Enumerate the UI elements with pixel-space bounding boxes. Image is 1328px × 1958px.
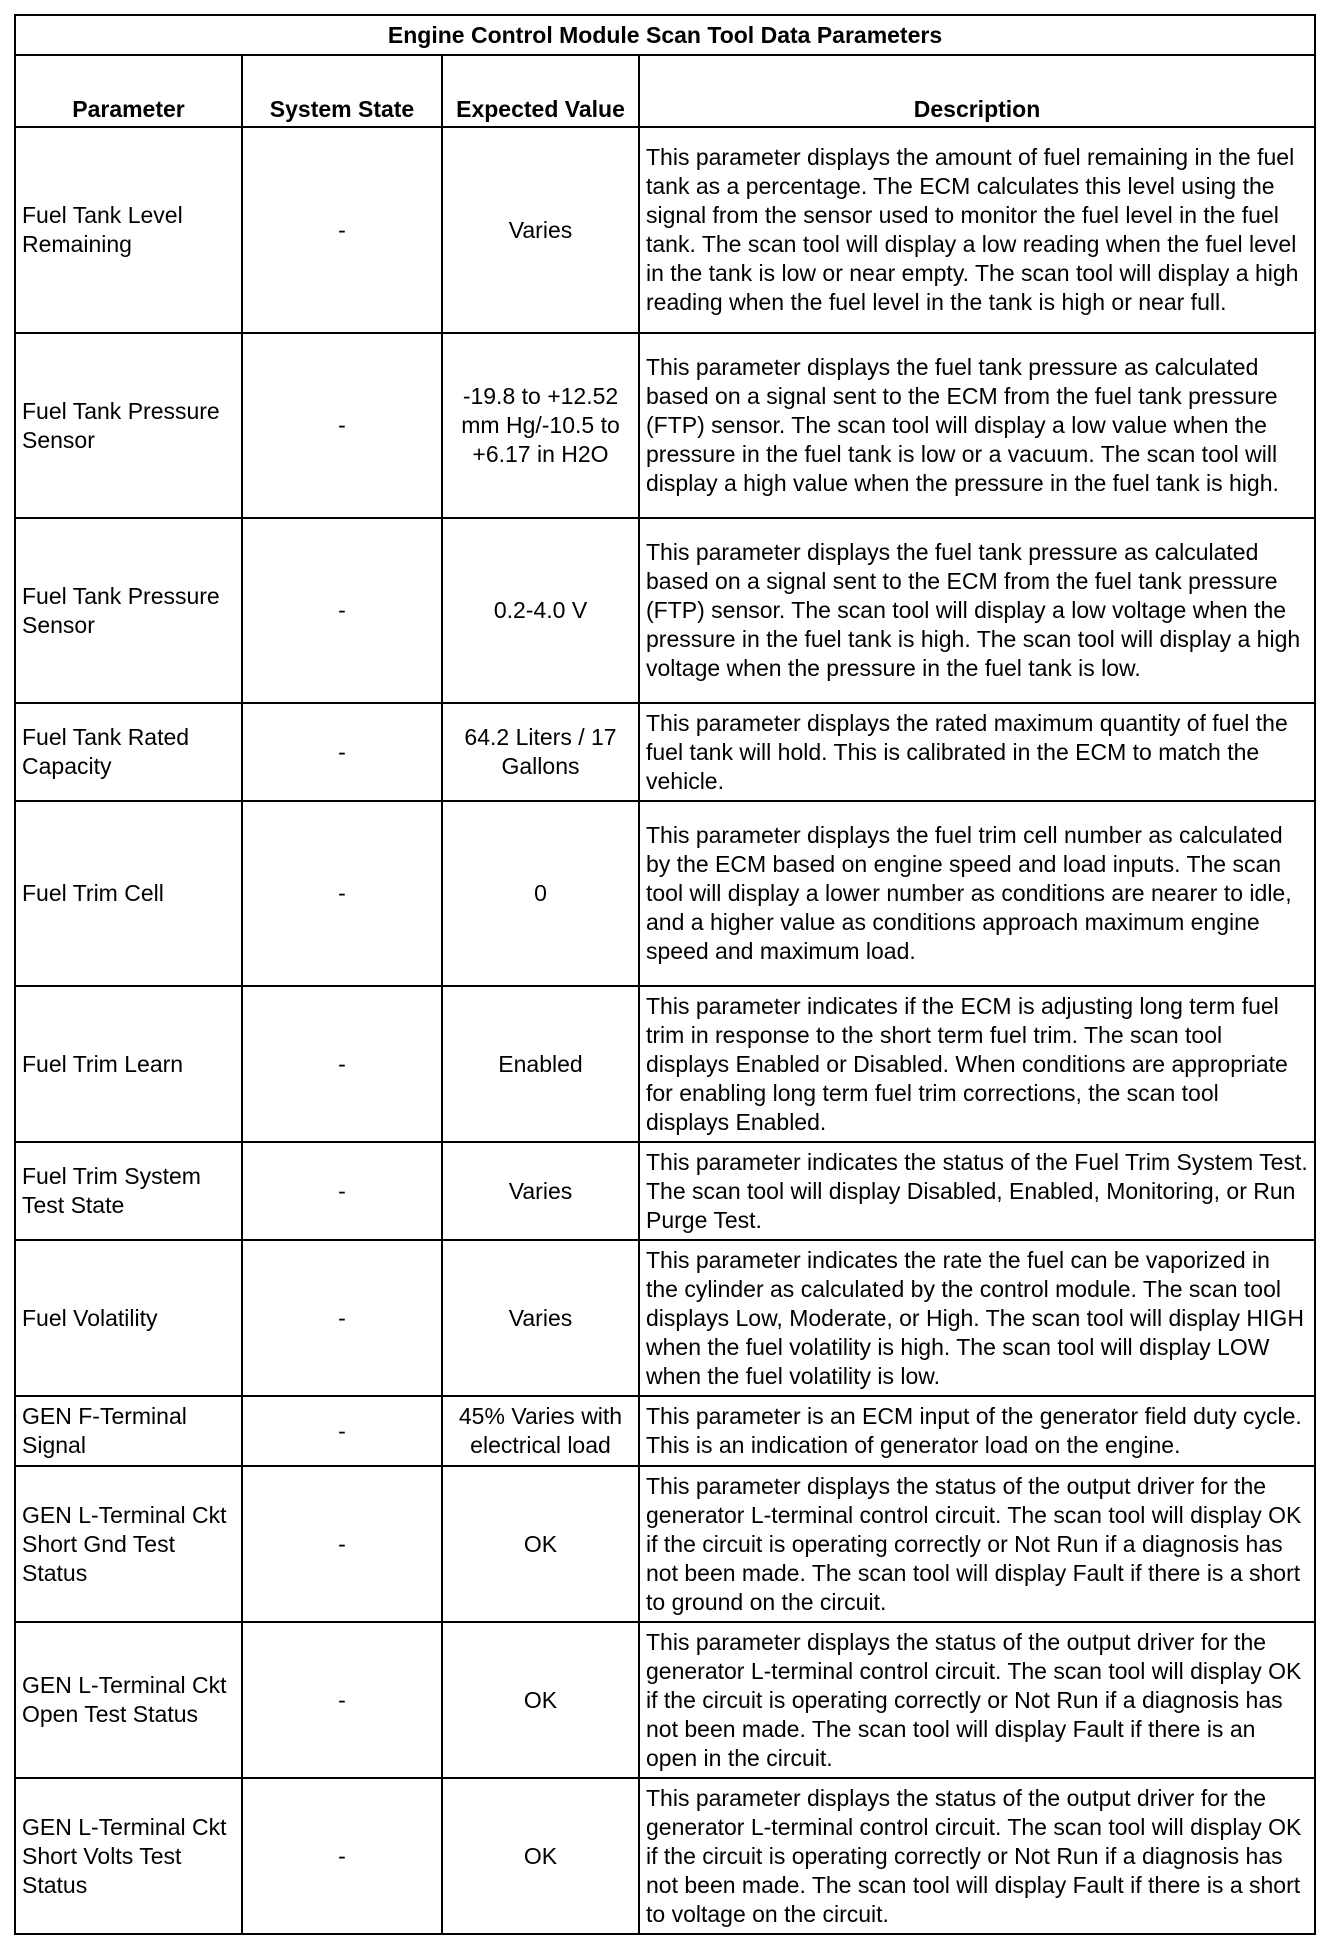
expected-value-cell: OK <box>442 1466 639 1622</box>
expected-value-cell: 45% Varies with electrical load <box>442 1396 639 1466</box>
expected-value-cell: 64.2 Liters / 17 Gallons <box>442 703 639 801</box>
parameter-cell: GEN L-Terminal Ckt Open Test Status <box>15 1622 242 1778</box>
description-cell: This parameter displays the fuel tank pressure as calculated based on a signal sent to the ECM from the fuel tank pressure (FTP) sensor. The scan tool will display a low voltage when the pressure in the fuel tank is high. The scan tool will display a high voltage when the pressure in the fuel tank is low. <box>639 518 1315 703</box>
parameter-cell: Fuel Trim System Test State <box>15 1142 242 1240</box>
system-state-cell: - <box>242 703 442 801</box>
expected-value-cell: Enabled <box>442 986 639 1142</box>
parameter-cell: GEN L-Terminal Ckt Short Volts Test Status <box>15 1778 242 1934</box>
table-row <box>15 1240 1315 1396</box>
table-row <box>15 1142 1315 1240</box>
expected-value-cell: OK <box>442 1622 639 1778</box>
system-state-cell: - <box>242 1622 442 1778</box>
system-state-cell: - <box>242 333 442 518</box>
table-row <box>15 703 1315 801</box>
expected-value-cell: OK <box>442 1778 639 1934</box>
system-state-cell: - <box>242 1778 442 1934</box>
table-row <box>15 986 1315 1142</box>
system-state-cell: - <box>242 1466 442 1622</box>
description-cell: This parameter displays the fuel tank pressure as calculated based on a signal sent to the ECM from the fuel tank pressure (FTP) sensor. The scan tool will display a low value when the pressure in the fuel tank is low or a vacuum. The scan tool will display a high value when the pressure in the fuel tank is high. <box>639 333 1315 518</box>
description-cell: This parameter displays the status of the output driver for the generator L-terminal control circuit. The scan tool will display OK if the circuit is operating correctly or Not Run if a diagnosis has not been made. The scan tool will display Fault if there is a short to ground on the circuit. <box>639 1466 1315 1622</box>
table-row <box>15 1466 1315 1622</box>
description-cell: This parameter indicates the status of the Fuel Trim System Test. The scan tool will display Disabled, Enabled, Monitoring, or Run Purge Test. <box>639 1142 1315 1240</box>
table-row <box>15 801 1315 986</box>
parameter-cell: Fuel Trim Cell <box>15 801 242 986</box>
table-row <box>15 1622 1315 1778</box>
description-cell: This parameter indicates the rate the fuel can be vaporized in the cylinder as calculated by the control module. The scan tool displays Low, Moderate, or High. The scan tool will display HIGH when the fuel volatility is high. The scan tool will display LOW when the fuel volatility is low. <box>639 1240 1315 1396</box>
system-state-cell: - <box>242 1142 442 1240</box>
expected-value-cell: Varies <box>442 127 639 333</box>
document-page <box>14 14 1314 1944</box>
system-state-cell: - <box>242 801 442 986</box>
column-header-description: Description <box>639 55 1315 127</box>
system-state-cell: - <box>242 1396 442 1466</box>
description-cell: This parameter is an ECM input of the generator field duty cycle. This is an indication of generator load on the engine. <box>639 1396 1315 1466</box>
parameter-cell: Fuel Tank Rated Capacity <box>15 703 242 801</box>
system-state-cell: - <box>242 1240 442 1396</box>
system-state-cell: - <box>242 518 442 703</box>
table-title-row <box>15 15 1315 55</box>
expected-value-cell: Varies <box>442 1142 639 1240</box>
column-header-expected-value: Expected Value <box>442 55 639 127</box>
expected-value-cell: 0.2-4.0 V <box>442 518 639 703</box>
parameter-cell: GEN L-Terminal Ckt Short Gnd Test Status <box>15 1466 242 1622</box>
table-row <box>15 333 1315 518</box>
expected-value-cell: 0 <box>442 801 639 986</box>
parameter-cell: GEN F-Terminal Signal <box>15 1396 242 1466</box>
expected-value-cell: -19.8 to +12.52 mm Hg/-10.5 to +6.17 in H2O <box>442 333 639 518</box>
column-header-row <box>15 55 1315 127</box>
table-row <box>15 1396 1315 1466</box>
description-cell: This parameter displays the status of the output driver for the generator L-terminal control circuit. The scan tool will display OK if the circuit is operating correctly or Not Run if a diagnosis has not been made. The scan tool will display Fault if there is a short to voltage on the circuit. <box>639 1778 1315 1934</box>
system-state-cell: - <box>242 127 442 333</box>
parameter-cell: Fuel Volatility <box>15 1240 242 1396</box>
parameter-cell: Fuel Tank Level Remaining <box>15 127 242 333</box>
table-row <box>15 1778 1315 1934</box>
description-cell: This parameter displays the amount of fuel remaining in the fuel tank as a percentage. The ECM calculates this level using the signal from the sensor used to monitor the fuel level in the fuel tank. The scan tool will display a low reading when the fuel level in the tank is low or near empty. The scan tool will display a high reading when the fuel level in the tank is high or near full. <box>639 127 1315 333</box>
parameter-cell: Fuel Tank Pressure Sensor <box>15 333 242 518</box>
expected-value-cell: Varies <box>442 1240 639 1396</box>
table-title: Engine Control Module Scan Tool Data Parameters <box>15 15 1315 55</box>
description-cell: This parameter displays the rated maximum quantity of fuel the fuel tank will hold. This is calibrated in the ECM to match the vehicle. <box>639 703 1315 801</box>
scan-tool-data-table <box>14 14 1316 1935</box>
parameter-cell: Fuel Tank Pressure Sensor <box>15 518 242 703</box>
description-cell: This parameter displays the fuel trim cell number as calculated by the ECM based on engine speed and load inputs. The scan tool will display a lower number as conditions are nearer to idle, and a higher value as conditions approach maximum engine speed and maximum load. <box>639 801 1315 986</box>
system-state-cell: - <box>242 986 442 1142</box>
description-cell: This parameter displays the status of the output driver for the generator L-terminal control circuit. The scan tool will display OK if the circuit is operating correctly or Not Run if a diagnosis has not been made. The scan tool will display Fault if there is an open in the circuit. <box>639 1622 1315 1778</box>
column-header-parameter: Parameter <box>15 55 242 127</box>
parameter-cell: Fuel Trim Learn <box>15 986 242 1142</box>
table-row <box>15 127 1315 333</box>
description-cell: This parameter indicates if the ECM is adjusting long term fuel trim in response to the short term fuel trim. The scan tool displays Enabled or Disabled. When conditions are appropriate for enabling long term fuel trim corrections, the scan tool displays Enabled. <box>639 986 1315 1142</box>
column-header-system-state: System State <box>242 55 442 127</box>
table-row <box>15 518 1315 703</box>
